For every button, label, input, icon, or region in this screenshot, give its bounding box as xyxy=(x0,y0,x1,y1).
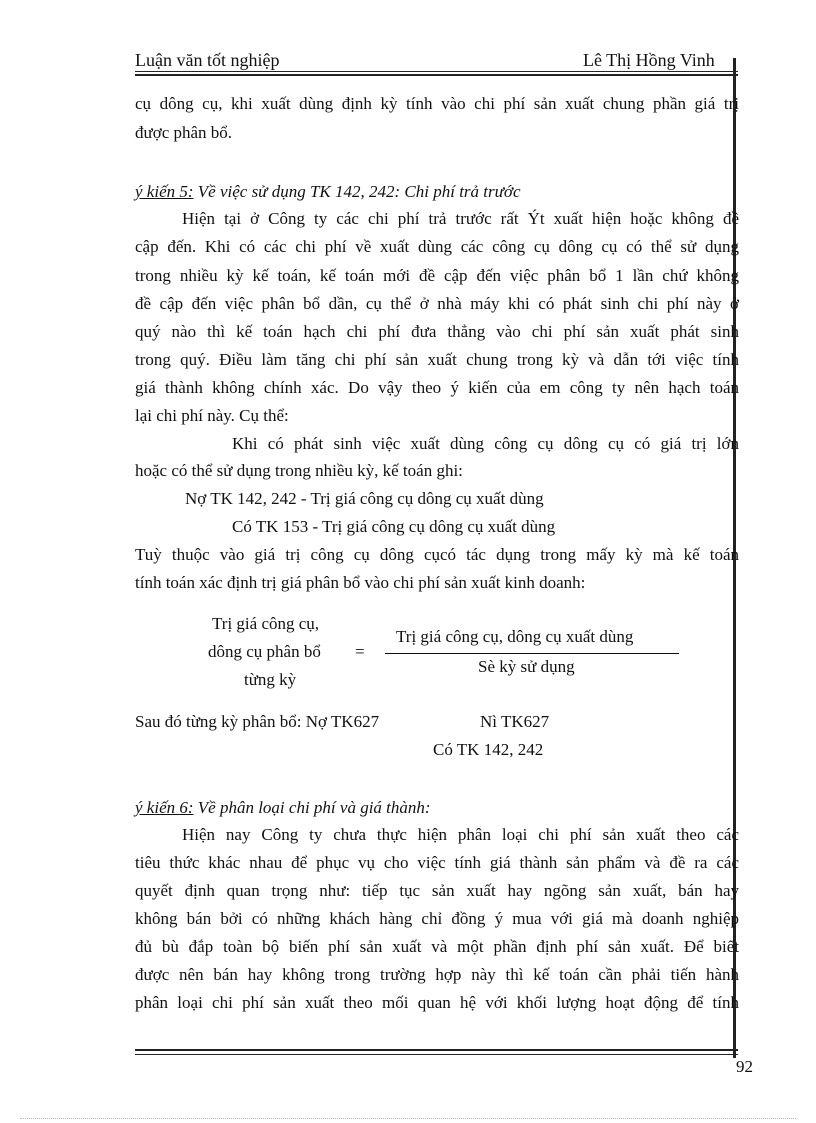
formula-numerator: Trị giá công cụ, dông cụ xuất dùng xyxy=(396,627,634,646)
paragraph-line: Tuỳ thuộc vào giá trị công cụ dông cụcó tác dụng trong mấy kỳ mà kế toán xyxy=(135,545,739,564)
paragraph-line: quý nào thì kế toán hạch chi phí đưa thẳng vào chi phí sản xuất phát sinh xyxy=(135,322,739,341)
paragraph-line: cụ dông cụ, khi xuất dùng định kỳ tính vào chi phí sản xuất chung phần giá trị xyxy=(135,94,739,113)
formula-denominator: Sè kỳ sử dụng xyxy=(478,657,575,676)
fraction-bar xyxy=(385,653,679,654)
header-right: Lê Thị Hồng Vinh xyxy=(583,50,715,70)
paragraph-line: không bán bởi có những khách hàng chỉ đồng ý mua với giá mà doanh nghiệp xyxy=(135,909,739,928)
formula-lhs-line: từng kỳ xyxy=(244,670,297,689)
paragraph-line: Khi có phát sinh việc xuất dùng công cụ dông cụ có giá trị lớn xyxy=(232,434,739,453)
header-rule-thick xyxy=(135,74,738,76)
formula-lhs-line: dông cụ phân bổ xyxy=(208,642,321,661)
paragraph-line: giá thành không chính xác. Do vậy theo ý kiến của em công ty nên hạch toán xyxy=(135,378,739,397)
paragraph-line: tiêu thức khác nhau để phục vụ cho việc tính giá thành sản phẩm và đề ra các xyxy=(135,853,739,872)
paragraph-line: Hiện tại ở Công ty các chi phí trả trước rất Ýt xuất hiện hoặc không đề xyxy=(182,209,739,228)
paragraph-line: Hiện nay Công ty chưa thực hiện phân loại chi phí sản xuất theo các xyxy=(182,825,739,844)
header-left: Luận văn tốt nghiệp xyxy=(135,50,280,70)
journal-debit: Nợ TK 142, 242 - Trị giá công cụ dông cụ xuất dùng xyxy=(185,489,544,508)
header-rule xyxy=(135,71,738,72)
heading-label: ý kiến 6: xyxy=(135,798,194,817)
footer-rule-thick xyxy=(135,1049,738,1051)
paragraph-line: trong quý. Điều làm tăng chi phí sản xuất chung trong kỳ và dẫn tới việc tính xyxy=(135,350,739,369)
paragraph-line: hoặc có thể sử dụng trong nhiều kỳ, kế toán ghi: xyxy=(135,461,463,480)
section-heading-6 xyxy=(135,797,431,819)
journal-entry-mid: Nì TK627 xyxy=(480,712,550,731)
paragraph-line: đủ bù đắp toàn bộ biến phí sản xuất và một phần định phí sản xuất. Để biết xyxy=(135,937,739,956)
page-edge xyxy=(20,1118,796,1119)
journal-entry-debit: Sau đó từng kỳ phân bổ: Nợ TK627 xyxy=(135,712,380,731)
page-number: 92 xyxy=(736,1057,753,1076)
heading-label: ý kiến 5: xyxy=(135,182,194,201)
paragraph-line: phân loại chi phí sản xuất theo mối quan hệ với khối lượng hoạt động để tính xyxy=(135,993,739,1012)
paragraph-line: cập đến. Khi có các chi phí về xuất dùng các công cụ dông cụ có thể sử dụng xyxy=(135,237,739,256)
paragraph-line: được phân bổ. xyxy=(135,123,233,142)
heading-text: Về việc sử dụng TK 142, 242: Chi phí trả trước xyxy=(193,182,521,201)
footer-rule xyxy=(135,1054,738,1055)
formula-lhs-line: Trị giá công cụ, xyxy=(212,614,320,633)
section-heading-5 xyxy=(135,181,521,203)
paragraph-line: đề cập đến việc phân bổ dần, cụ thể ở nhà máy khi có phát sinh chi phí này ở xyxy=(135,294,739,313)
formula-equals: = xyxy=(355,642,365,661)
paragraph-line: quyết định quan trọng như: tiếp tục sản xuất hay ngõng sản xuất, bán hay xyxy=(135,881,739,900)
paragraph-line: tính toán xác định trị giá phân bổ vào chi phí sản xuất kinh doanh: xyxy=(135,573,586,592)
paragraph-line: được nên bán hay không trong trường hợp này thì kế toán cần phải tiến hành xyxy=(135,965,739,984)
journal-entry-credit: Có TK 142, 242 xyxy=(433,740,544,759)
paragraph-line: trong nhiều kỳ kế toán, kế toán mới đề cập đến việc phân bổ 1 lần chứ không xyxy=(135,266,739,285)
heading-text: Về phân loại chi phí và giá thành: xyxy=(193,798,431,817)
journal-credit: Có TK 153 - Trị giá công cụ dông cụ xuất dùng xyxy=(232,517,556,536)
paragraph-line: lại chi phí này. Cụ thể: xyxy=(135,406,289,425)
